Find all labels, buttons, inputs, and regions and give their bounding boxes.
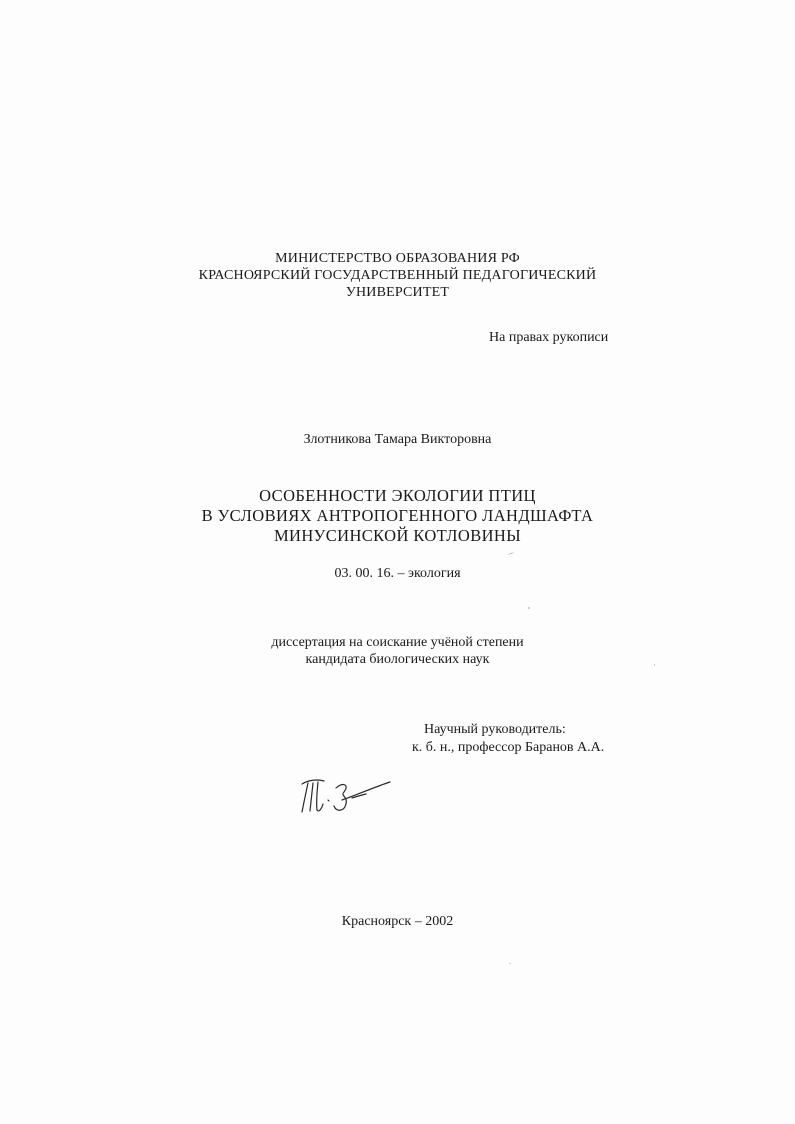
title-line1: ОСОБЕННОСТИ ЭКОЛОГИИ ПТИЦ bbox=[259, 486, 536, 505]
degree-line1: диссертация на соискание учёной степени bbox=[271, 635, 524, 650]
degree-line2: кандидата биологических наук bbox=[305, 652, 490, 667]
city-year-footer: Красноярск – 2002 bbox=[341, 914, 454, 929]
manuscript-rights-note: На правах рукописи bbox=[489, 330, 609, 345]
author-name: Злотникова Тамара Викторовна bbox=[303, 432, 492, 447]
supervisor-name: к. б. н., профессор Баранов А.А. bbox=[412, 740, 605, 755]
scan-speck bbox=[654, 664, 655, 666]
ministry-heading: МИНИСТЕРСТВО ОБРАЗОВАНИЯ РФ bbox=[275, 251, 520, 266]
handwritten-signature bbox=[292, 770, 402, 820]
title-line2: В УСЛОВИЯХ АНТРОПОГЕННОГО ЛАНДШАФТА bbox=[201, 506, 594, 525]
scan-speck bbox=[508, 552, 514, 555]
scan-speck bbox=[528, 607, 530, 609]
specialty-code: 03. 00. 16. – экология bbox=[334, 566, 461, 581]
supervisor-label: Научный руководитель: bbox=[424, 722, 566, 737]
university-heading-line2: УНИВЕРСИТЕТ bbox=[345, 285, 450, 300]
title-line3: МИНУСИНСКОЙ КОТЛОВИНЫ bbox=[273, 526, 522, 545]
university-heading-line1: КРАСНОЯРСКИЙ ГОСУДАРСТВЕННЫЙ ПЕДАГОГИЧЕСКИЙ bbox=[198, 268, 597, 283]
scan-speck bbox=[509, 963, 511, 964]
